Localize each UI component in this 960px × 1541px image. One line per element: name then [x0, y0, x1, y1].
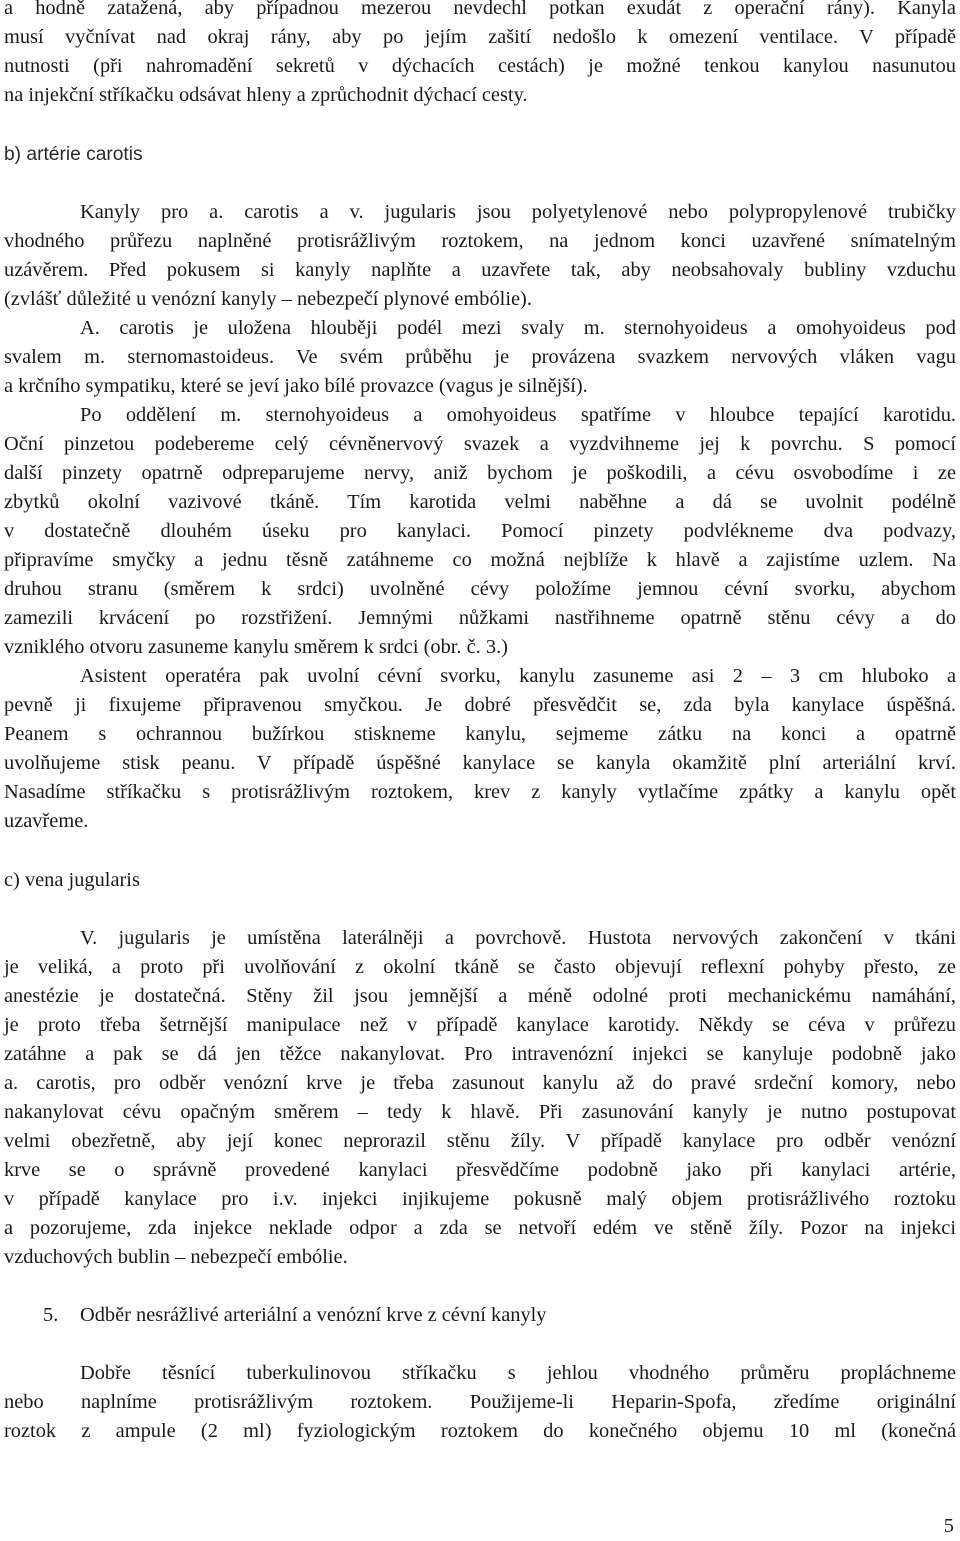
text-line: a krčního sympatiku, které se jeví jako bílé provazce (vagus je silnější).	[4, 375, 588, 397]
text-line: (zvlášť důležité u venózní kanyly – nebezpečí plynové embólie).	[4, 288, 532, 310]
text-line: v případě kanylace pro i.v. injekci injikujeme pokusně malý objem protisrážlivého roztoku	[4, 1188, 956, 1210]
text-line: roztok z ampule (2 ml) fyziologickým roztokem do konečného objemu 10 ml (konečná	[4, 1420, 956, 1442]
text-line: v dostatečně dlouhém úseku pro kanylaci. Pomocí pinzety podvlékneme dva podvazy,	[4, 520, 956, 542]
text-line: uvolňujeme stisk peanu. V případě úspěšné kanylace se kanyla okamžitě plní arteriální krví.	[4, 752, 956, 774]
document-page	[4, 0, 956, 1537]
text-line: uzavřeme.	[4, 810, 89, 832]
text-line: vhodného průřezu naplněné protisrážlivým roztokem, na jednom konci uzavřené snímatelným	[4, 230, 956, 252]
text-line: Nasadíme stříkačku s protisrážlivým roztokem, krev z kanyly vytlačíme zpátky a kanylu opět	[4, 781, 956, 803]
text-line: A. carotis je uložena hlouběji podél mezi svaly m. sternohyoideus a omohyoideus pod	[80, 317, 956, 339]
text-line: zamezili krvácení po rozstřižení. Jemnými nůžkami nastřihneme opatrně stěnu cévy a do	[4, 607, 956, 629]
text-line: druhou stranu (směrem k srdci) uvolněné cévy položíme jemnou cévní svorku, abychom	[4, 578, 956, 600]
text-line: uzávěrem. Před pokusem si kanyly naplňte a uzavřete tak, aby neobsahovaly bubliny vzduchu	[4, 259, 956, 281]
text-line: Asistent operatéra pak uvolní cévní svorku, kanylu zasuneme asi 2 – 3 cm hluboko a	[80, 665, 956, 687]
text-line: na injekční stříkačku odsávat hleny a zprůchodnit dýchací cesty.	[4, 84, 528, 106]
text-line: Dobře těsnící tuberkulinovou stříkačku s jehlou vhodného průměru propláchneme	[80, 1362, 956, 1384]
section-heading-b: b) artérie carotis	[4, 144, 143, 165]
text-line: připravíme smyčky a jednu těsně zatáhneme co možná nejblíže k hlavě a zajistíme uzlem. Na	[4, 549, 956, 571]
text-line: anestézie je dostatečná. Stěny žil jsou jemnější a méně odolné proti mechanickému namáhání,	[4, 985, 956, 1007]
text-line: pevně ji fixujeme připravenou smyčkou. Je dobré přesvědčit se, zda byla kanylace úspěšná.	[4, 694, 956, 716]
text-line: nebo naplníme protisrážlivým roztokem. Použijeme-li Heparin-Spofa, zředíme originální	[4, 1391, 956, 1413]
text-line: Po oddělení m. sternohyoideus a omohyoideus spatříme v hloubce tepající karotidu.	[80, 404, 956, 426]
text-line: a pozorujeme, zda injekce neklade odpor a zda se netvoří edém ve stěně žíly. Pozor na injekci	[4, 1217, 956, 1239]
page-number: 5	[943, 1515, 954, 1537]
text-line: a hodně zatažená, aby případnou mezerou nevdechl potkan exudát z operační rány). Kanyla	[4, 0, 956, 19]
text-line: vzniklého otvoru zasuneme kanylu směrem k srdci (obr. č. 3.)	[4, 636, 508, 658]
section-heading-c: c) vena jugularis	[4, 869, 140, 891]
section-heading-5: Odběr nesrážlivé arteriální a venózní krve z cévní kanyly	[80, 1304, 547, 1326]
text-line: vzduchových bublin – nebezpečí embólie.	[4, 1246, 348, 1268]
text-line: Oční pinzetou podebereme celý cévněnervový svazek a vyzdvihneme jej k povrchu. S pomocí	[4, 433, 956, 455]
text-line: Peanem s ochrannou bužírkou stiskneme kanylu, sejmeme zátku na konci a opatrně	[4, 723, 956, 745]
text-line: nakanylovat cévu opačným směrem – tedy k hlavě. Při zasunování kanyly je nutno postupovat	[4, 1101, 956, 1123]
text-line: velmi obezřetně, aby její konec neprorazil stěnu žíly. V případě kanylace pro odběr venózní	[4, 1130, 956, 1152]
text-line: krve se o správně provedené kanylaci přesvědčíme podobně jako při kanylaci artérie,	[4, 1159, 956, 1181]
text-line: nutnosti (při nahromadění sekretů v dýchacích cestách) je možné tenkou kanylou nasunutou	[4, 55, 956, 77]
text-line: V. jugularis je umístěna laterálněji a povrchově. Hustota nervových zakončení v tkáni	[80, 927, 956, 949]
text-line: Kanyly pro a. carotis a v. jugularis jsou polyetylenové nebo polypropylenové trubičky	[80, 201, 956, 223]
section-number: 5.	[43, 1304, 59, 1326]
text-line: svalem m. sternomastoideus. Ve svém průběhu je provázena svazkem nervových vláken vagu	[4, 346, 956, 368]
text-line: a. carotis, pro odběr venózní krve je třeba zasunout kanylu až do pravé srdeční komory, nebo	[4, 1072, 956, 1094]
text-line: zatáhne a pak se dá jen těžce nakanylovat. Pro intravenózní injekci se kanyluje podobně jako	[4, 1043, 956, 1065]
text-line: zbytků okolní vazivové tkáně. Tím karotida velmi naběhne a dá se uvolnit podélně	[4, 491, 956, 513]
text-line: je proto třeba šetrnější manipulace než v případě kanylace karotidy. Někdy se céva v průřezu	[4, 1014, 956, 1036]
text-line: je veliká, a proto při uvolňování z okolní tkáně se často objevují reflexní pohyby přesto, ze	[4, 956, 956, 978]
text-line: musí vyčnívat nad okraj rány, aby po jejím zašití nedošlo k omezení ventilace. V případě	[4, 26, 956, 48]
text-line: další pinzety opatrně odpreparujeme nervy, aniž bychom je poškodili, a cévu osvobodíme i ze	[4, 462, 956, 484]
